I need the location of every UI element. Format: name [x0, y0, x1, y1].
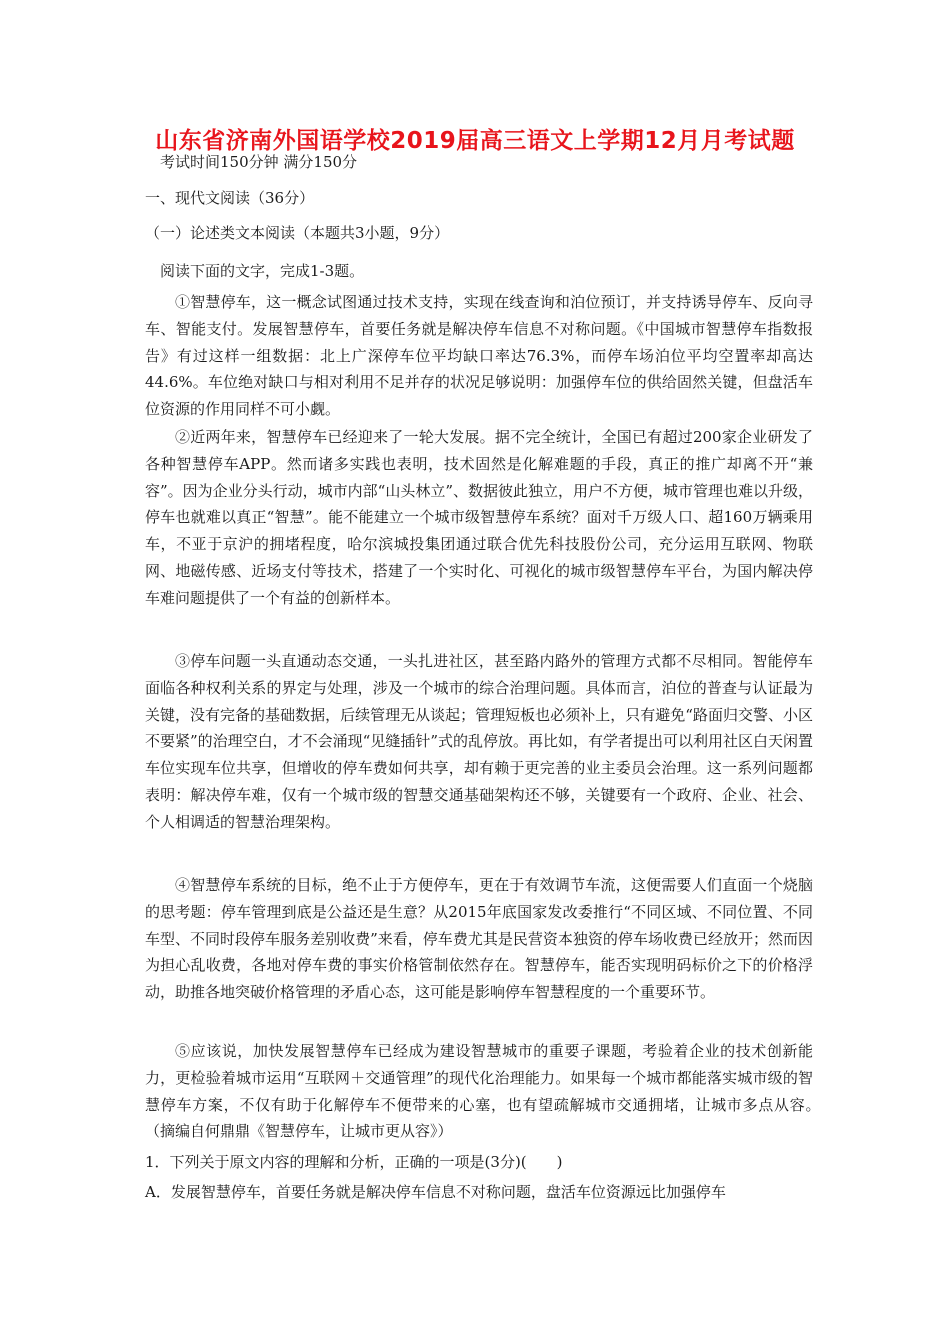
paragraph-5	[145, 1038, 844, 1145]
paragraph-text: ①智慧停车，这一概念试图通过技术支持，实现在线查询和泊位预订，并支持诱导停车、反向寻车、智能支付。发展智慧停车，首要任务就是解决停车信息不对称问题。《中国城市智慧停车指数报告》有过这样一组数据：北上广深停车位平均缺口率达76.3%，而停车场泊位平均空置率却高达44.6%。车位绝对缺口与相对利用不足并存的状况足够说明：加强停车位的供给固然关键，但盘活车位资源的作用同样不可小觑。	[145, 293, 813, 419]
paragraph-3	[145, 648, 813, 836]
paragraph-text: ②近两年来，智慧停车已经迎来了一轮大发展。据不完全统计，全国已有超过200家企业研发了各种智慧停车APP。然而诸多实践也表明，技术固然是化解难题的手段，真正的推广却离不开“兼容”。因为企业分头行动，城市内部“山头林立”、数据彼此独立，用户不方便，城市管理也难以升级，停车也就难以真正“智慧”。能不能建立一个城市级智慧停车系统？面对千万级人口、超160万辆乘用车，不亚于京沪的拥堵程度，哈尔滨城投集团通过联合优先科技股份公司，充分运用互联网、物联网、地磁传感、近场支付等技术，搭建了一个实时化、可视化的城市级智慧停车平台，为国内解决停车难问题提供了一个有益的创新样本。	[145, 428, 814, 607]
reading-instruction: 阅读下面的文字，完成1-3题。	[160, 262, 365, 280]
question-1-option-a: A．发展智慧停车，首要任务就是解决停车信息不对称问题，盘活车位资源远比加强停车	[145, 1183, 726, 1201]
paragraph-text: ④智慧停车系统的目标，绝不止于方便停车，更在于有效调节车流，这便需要人们直面一个烧脑的思考题：停车管理到底是公益还是生意？从2015年底国家发改委推行“不同区域、不同位置、不同车型、不同时段停车服务差别收费”来看，停车费尤其是民营资本独资的停车场收费已经放开；然而因为担心乱收费，各地对停车费的事实价格管制依然存在。智慧停车，能否实现明码标价之下的价格浮动，助推各地突破价格管理的矛盾心态，这可能是影响停车智慧程度的一个重要环节。	[145, 876, 813, 1002]
subsection-heading: （一）论述类文本阅读（本题共3小题，9分）	[145, 224, 450, 242]
paragraph-text: ③停车问题一头直通动态交通，一头扎进社区，甚至路内路外的管理方式都不尽相同。智能停车面临各种权利关系的界定与处理，涉及一个城市的综合治理问题。具体而言，泊位的普查与认证最为关键，没有完备的基础数据，后续管理无从谈起；管理短板也必须补上，只有避免“路面归交警、小区不要紧”的治理空白，才不会涌现“见缝插针”式的乱停放。再比如，有学者提出可以利用社区白天闲置车位实现车位共享，但增收的停车费如何共享，却有赖于更完善的业主委员会治理。这一系列问题都表明：解决停车难，仅有一个城市级的智慧交通基础架构还不够，关键要有一个政府、企业、社会、个人相调适的智慧治理架构。	[145, 652, 814, 831]
paragraph-4	[145, 872, 813, 1006]
paragraph-text: ⑤应该说，加快发展智慧停车已经成为建设智慧城市的重要子课题，考验着企业的技术创新能力，更检验着城市运用“互联网＋交通管理”的现代化治理能力。如果每一个城市都能落实城市级的智慧停车方案，不仅有助于化解停车不便带来的心塞，也有望疏解城市交通拥堵，让城市多点从容。 （摘编自何鼎鼎《智慧停车，让城市更从容》）	[145, 1042, 844, 1141]
document-title: 山东省济南外国语学校2019届高三语文上学期12月月考试题	[155, 128, 795, 154]
paragraph-1	[145, 289, 813, 423]
paragraph-2	[145, 424, 813, 612]
section-heading: 一、现代文阅读（36分）	[145, 189, 315, 207]
exam-info: 考试时间150分钟 满分150分	[160, 153, 358, 171]
question-1: 1．下列关于原文内容的理解和分析，正确的一项是(3分)( )	[145, 1153, 563, 1171]
